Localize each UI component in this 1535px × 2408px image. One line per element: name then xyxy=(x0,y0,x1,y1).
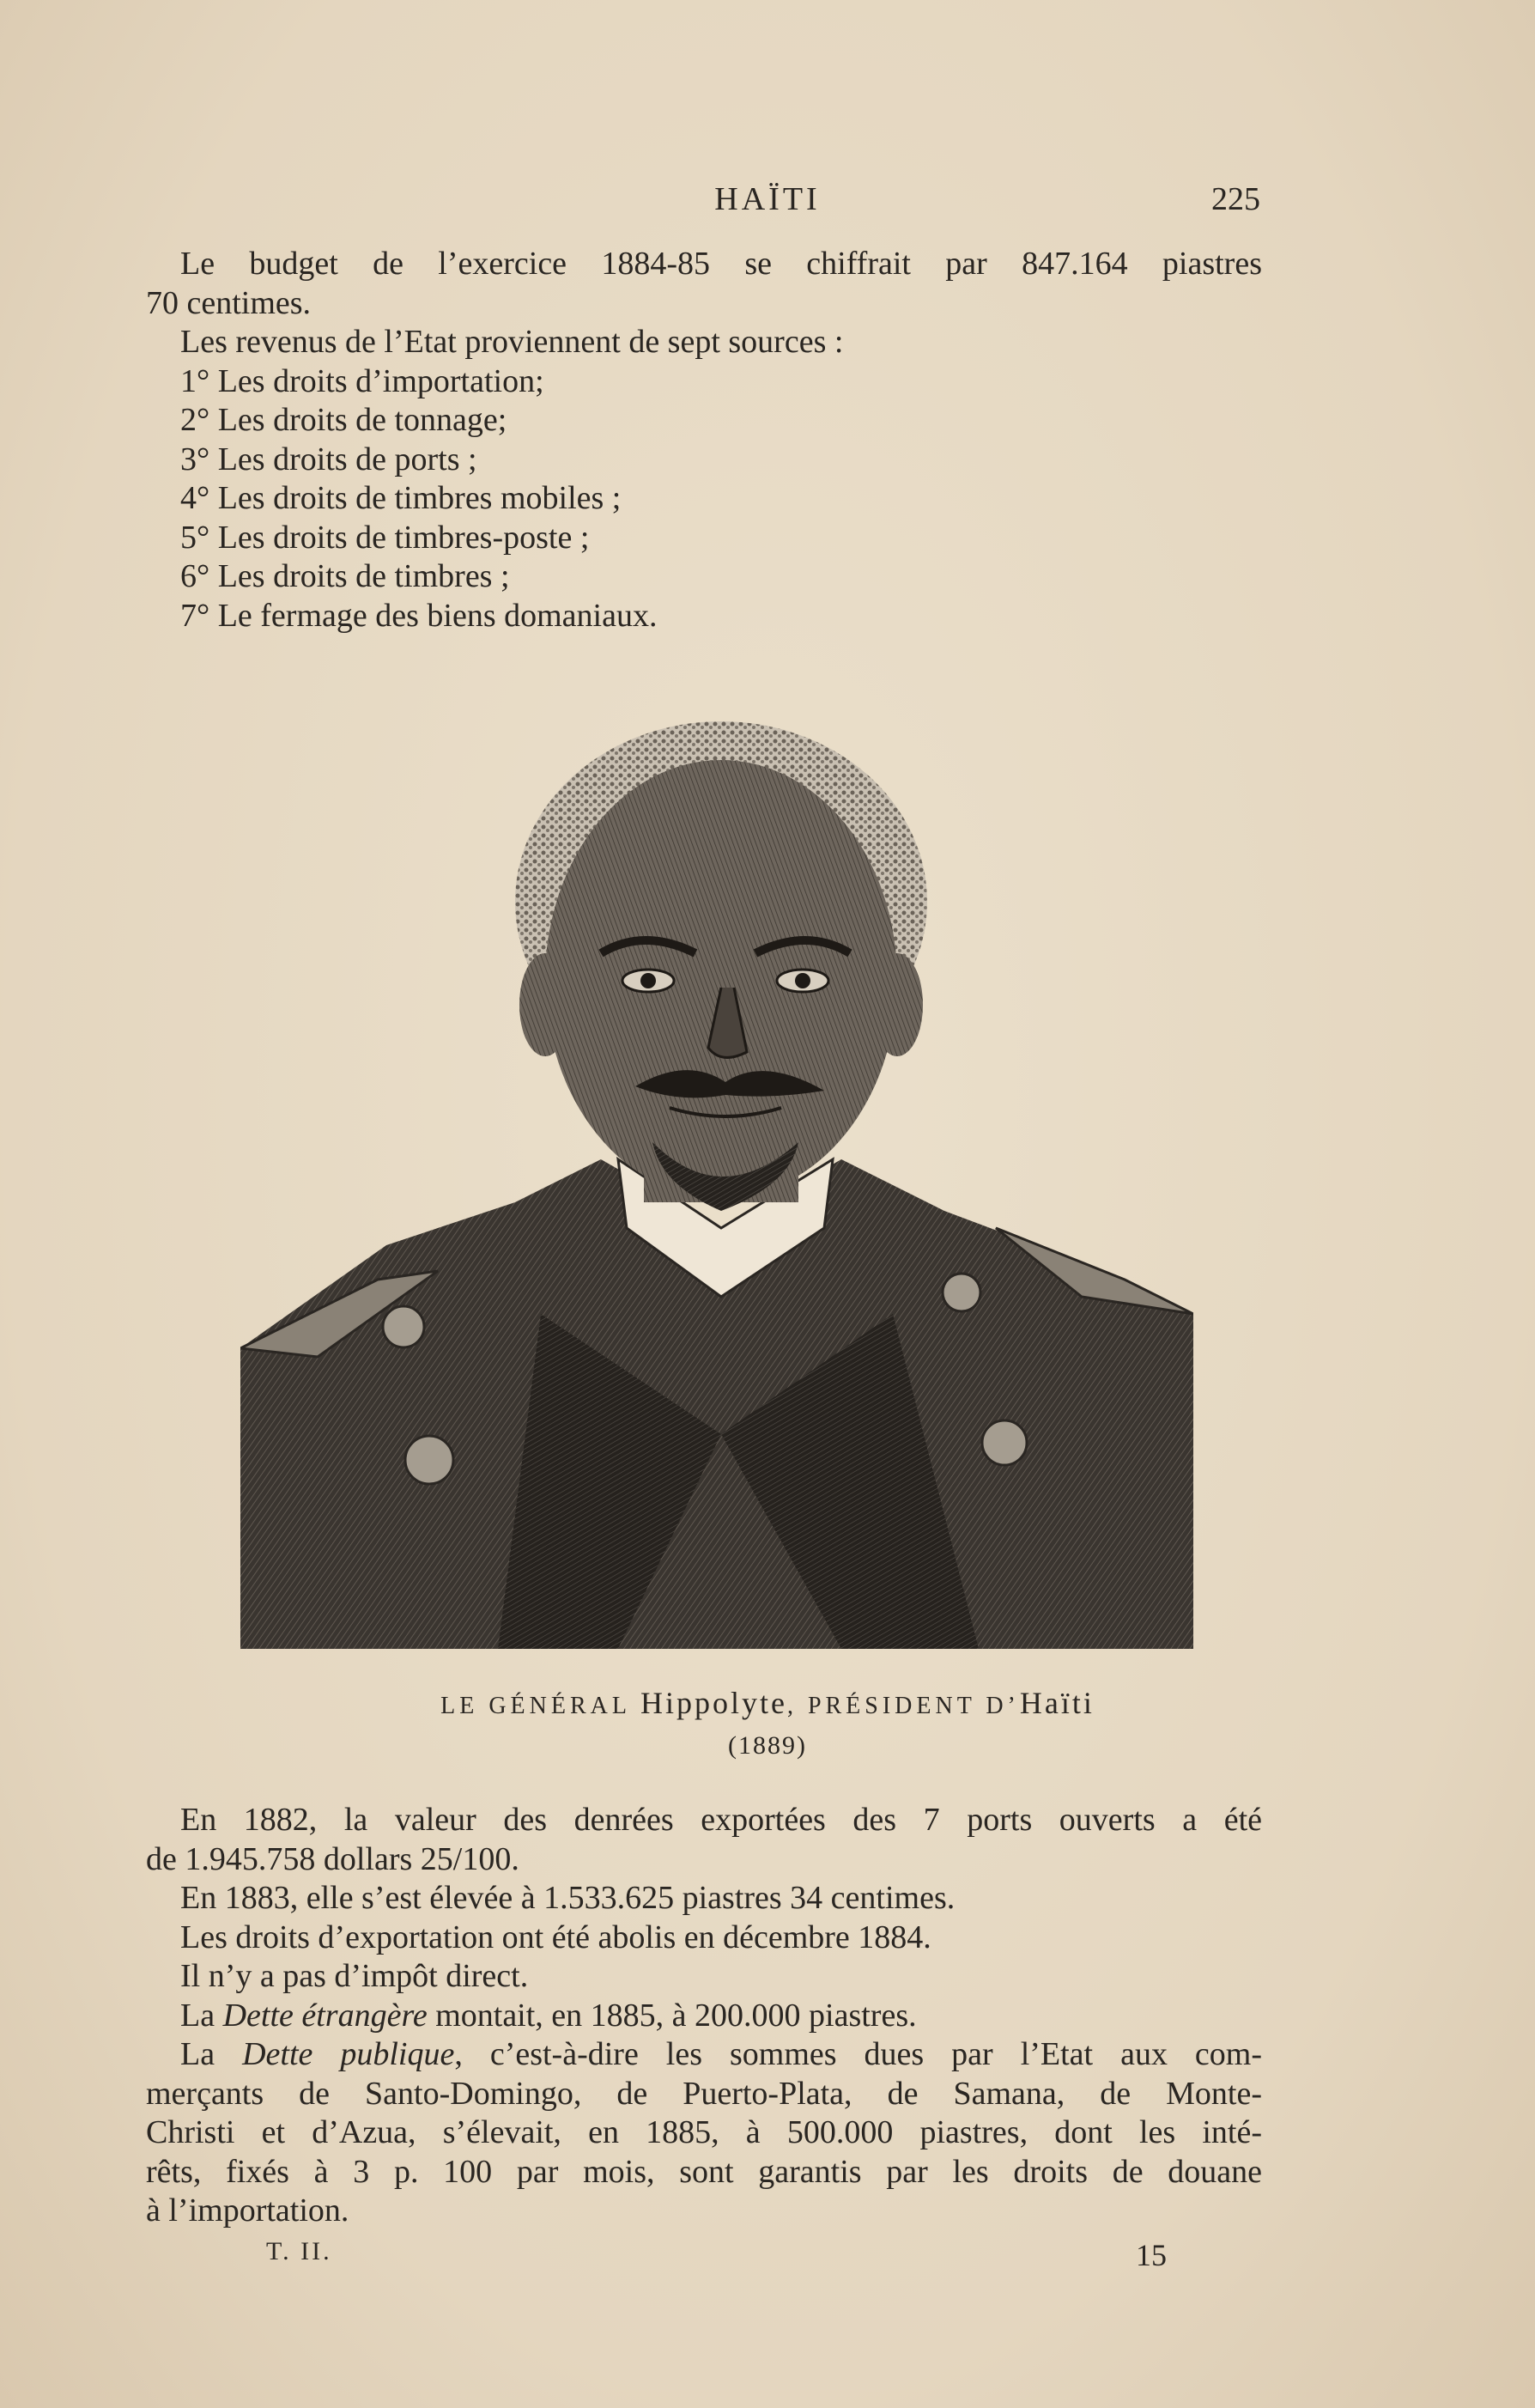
running-head-title: HAÏTI xyxy=(714,181,821,217)
foreign-debt-term: Dette étrangère xyxy=(222,1997,428,2034)
running-head xyxy=(0,180,1535,232)
export-duties-paragraph: Les droits d’exportation ont été abolis en décembre 1884. xyxy=(180,1918,931,1955)
direct-tax-paragraph: Il n’y a pas d’impôt direct. xyxy=(180,1958,529,1994)
revenues-paragraph: Les revenus de l’Etat proviennent de sept sources : xyxy=(180,324,844,360)
figure-caption xyxy=(0,1685,1535,1760)
caption-part1: LE GÉNÉRAL xyxy=(440,1693,640,1719)
portrait-engraving xyxy=(240,696,1193,1649)
page-number: 225 xyxy=(1211,181,1260,217)
caption-country: Haïti xyxy=(1019,1686,1095,1720)
public-debt-line4: rêts, fixés à 3 p. 100 par mois, sont garantis par les droits de douane xyxy=(146,2153,1262,2190)
caption-year: (1889) xyxy=(728,1731,807,1760)
revenue-sources-list xyxy=(146,362,1262,636)
exports-paragraph-line1: En 1882, la valeur des denrées exportées des 7 ports ouverts a été xyxy=(180,1802,1262,1838)
public-debt-pre: La xyxy=(180,2036,243,2072)
top-text-block xyxy=(146,245,1262,635)
list-item: 3° Les droits de ports ; xyxy=(180,441,477,477)
foreign-debt-pre: La xyxy=(180,1997,223,2034)
list-item: 5° Les droits de timbres-poste ; xyxy=(180,519,590,556)
foreign-debt-paragraph xyxy=(146,1997,1262,2036)
public-debt-term: Dette publique xyxy=(242,2036,455,2072)
list-item: 6° Les droits de timbres ; xyxy=(180,558,510,594)
page-footer xyxy=(0,2237,1535,2280)
budget-paragraph-line1: Le budget de l’exercice 1884-85 se chiffrait par 847.164 piastres xyxy=(180,246,1262,282)
public-debt-line5: à l’importation. xyxy=(146,2192,349,2229)
budget-paragraph-line2: 70 centimes. xyxy=(146,284,312,321)
bottom-text-block xyxy=(146,1801,1262,2231)
exports-1883-paragraph: En 1883, elle s’est élevée à 1.533.625 piastres 34 centimes. xyxy=(180,1880,956,1916)
public-debt-line1 xyxy=(146,2035,1262,2075)
list-item: 4° Les droits de timbres mobiles ; xyxy=(180,480,622,516)
caption-part2: , PRÉSIDENT D’ xyxy=(786,1693,1020,1719)
list-item: 1° Les droits d’importation; xyxy=(180,362,544,399)
caption-name: Hippolyte xyxy=(640,1686,787,1720)
volume-mark: T. II. xyxy=(266,2237,332,2265)
foreign-debt-post: montait, en 1885, à 200.000 piastres. xyxy=(427,1997,917,2034)
list-item: 2° Les droits de tonnage; xyxy=(180,402,507,438)
caption-title xyxy=(0,1685,1535,1721)
public-debt-line3: Christi et d’Azua, s’élevait, en 1885, à 500.000 piastres, dont les inté- xyxy=(146,2114,1262,2150)
list-item: 7° Le fermage des biens domaniaux. xyxy=(180,597,658,634)
public-debt-post: , c’est-à-dire les sommes dues par l’Etat aux com- xyxy=(454,2036,1263,2072)
public-debt-line2: merçants de Santo-Domingo, de Puerto-Plata, de Samana, de Monte- xyxy=(146,2075,1262,2112)
signature-mark: 15 xyxy=(1136,2238,1167,2272)
exports-paragraph-line2: de 1.945.758 dollars 25/100. xyxy=(146,1840,519,1877)
